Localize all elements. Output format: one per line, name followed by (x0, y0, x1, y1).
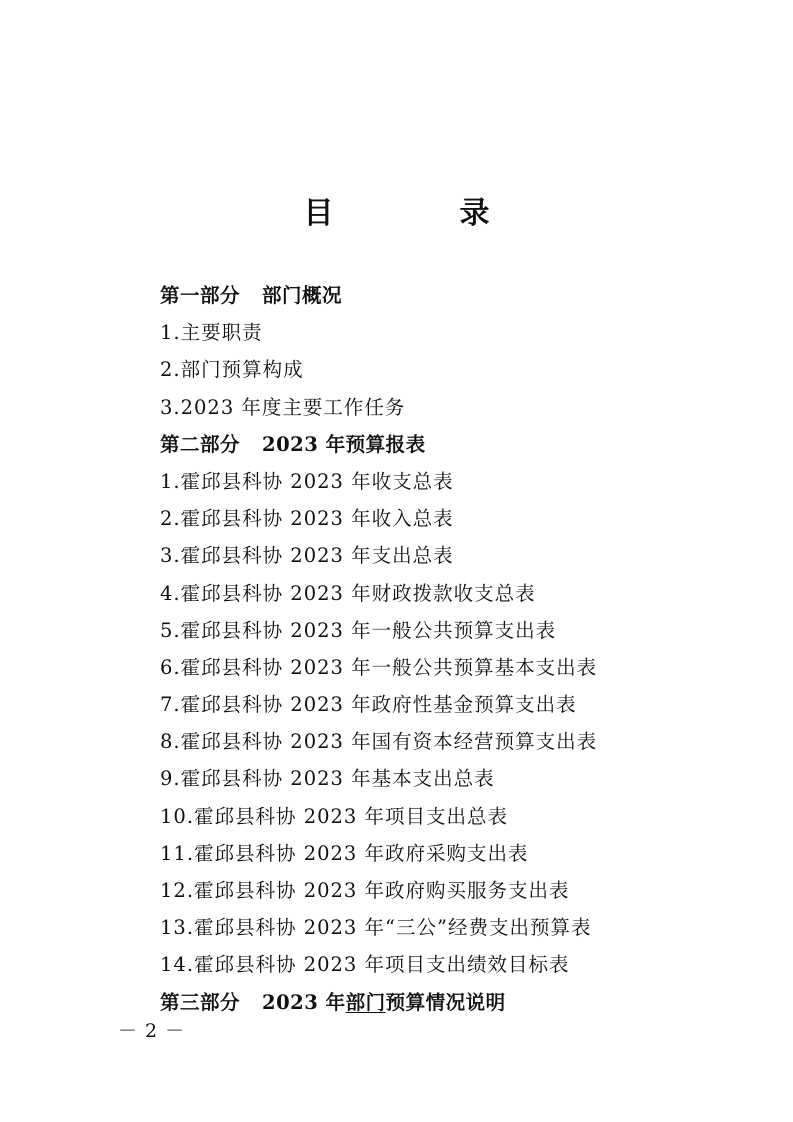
part-name: 部门概况 (262, 284, 343, 307)
toc-heading-part-1[interactable] (160, 277, 760, 314)
toc-item[interactable]: 3.霍邱县科协 2023 年支出总表 (160, 544, 454, 568)
toc-item[interactable]: 5.霍邱县科协 2023 年一般公共预算支出表 (160, 618, 557, 642)
toc-item[interactable]: 2.霍邱县科协 2023 年收入总表 (160, 507, 454, 531)
toc-item[interactable]: 3.2023 年度主要工作任务 (160, 395, 406, 419)
table-of-contents (160, 277, 760, 1021)
toc-item[interactable]: 12.霍邱县科协 2023 年政府购买服务支出表 (160, 879, 570, 902)
toc-item[interactable]: 14.霍邱县科协 2023 年项目支出绩效目标表 (160, 953, 570, 977)
toc-item[interactable]: 1.主要职责 (160, 321, 263, 345)
part-name: 2023 年预算报表 (262, 432, 426, 456)
toc-item[interactable]: 7.霍邱县科协 2023 年政府性基金预算支出表 (160, 693, 577, 717)
part-name-prefix: 2023 年 (262, 990, 346, 1014)
toc-item[interactable]: 8.霍邱县科协 2023 年国有资本经营预算支出表 (160, 730, 598, 754)
toc-item[interactable]: 6.霍邱县科协 2023 年一般公共预算基本支出表 (160, 655, 598, 679)
toc-item[interactable]: 4.霍邱县科协 2023 年财政拨款收支总表 (160, 581, 536, 605)
part-name-suffix: 预算情况说明 (385, 990, 506, 1014)
toc-item[interactable]: 2.部门预算构成 (160, 358, 304, 382)
part-name-underlined: 部门 (345, 990, 386, 1014)
page-number: － 2 － (118, 1020, 186, 1042)
toc-heading-part-3[interactable] (160, 984, 760, 1021)
toc-item[interactable]: 13.霍邱县科协 2023 年“三公”经费支出预算表 (160, 916, 592, 940)
toc-item[interactable]: 11.霍邱县科协 2023 年政府采购支出表 (160, 841, 529, 865)
toc-item[interactable]: 1.霍邱县科协 2023 年收支总表 (160, 469, 454, 493)
toc-heading-part-2[interactable] (160, 426, 760, 463)
part-label: 第一部分 (160, 284, 241, 307)
part-label: 第二部分 (160, 432, 241, 456)
toc-item[interactable]: 9.霍邱县科协 2023 年基本支出总表 (160, 767, 495, 791)
toc-item[interactable]: 10.霍邱县科协 2023 年项目支出总表 (160, 804, 509, 828)
toc-title: 目 录 (303, 196, 538, 231)
part-label: 第三部分 (160, 990, 241, 1014)
